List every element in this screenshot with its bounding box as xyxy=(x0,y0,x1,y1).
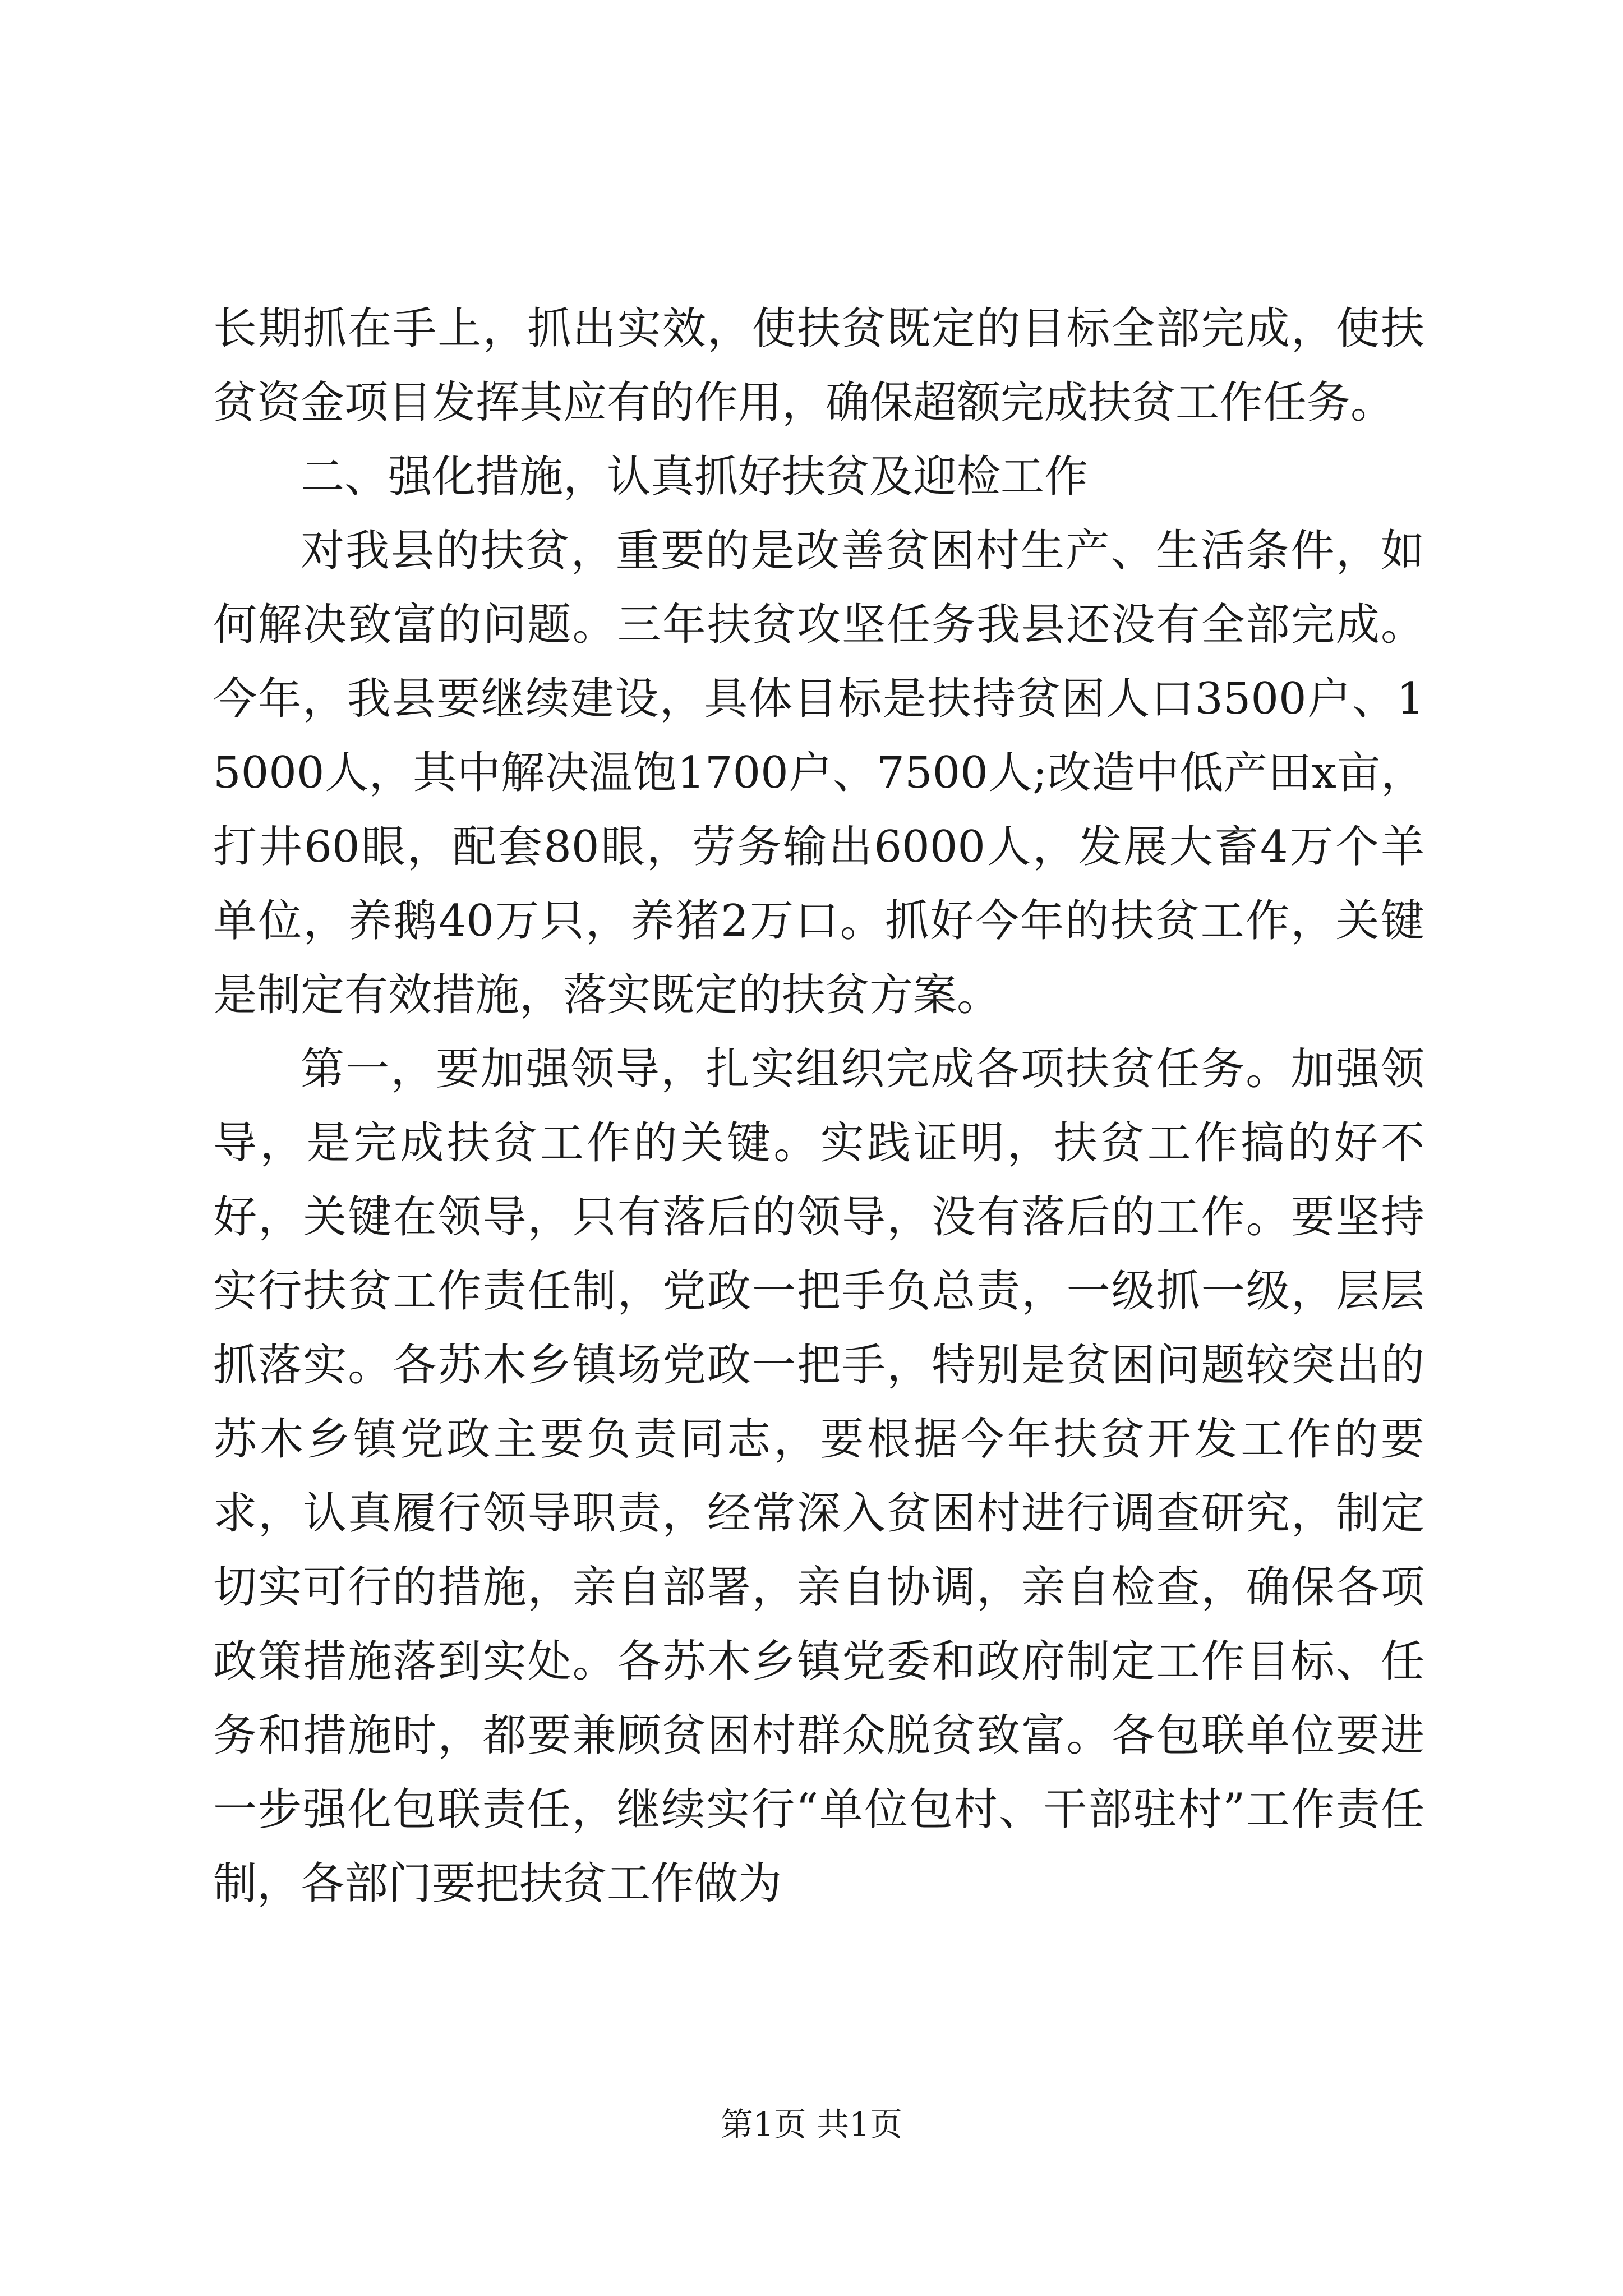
paragraph-goals: 对我县的扶贫，重要的是改善贫困村生产、生活条件，如何解决致富的问题。三年扶贫攻坚任务我县还没有全部完成。今年，我县要继续建设，具体目标是扶持贫困人口3500户、15000人，其中解决温饱1700户、7500人;改造中低产田x亩，打井60眼，配套80眼，劳务输出6000人，发展大畜4万个羊单位，养鹅40万只，养猪2万口。抓好今年的扶贫工作，关键是制定有效措施，落实既定的扶贫方案。 xyxy=(213,526,1424,1020)
paragraph-continuation: 长期抓在手上，抓出实效，使扶贫既定的目标全部完成，使扶贫资金项目发挥其应有的作用，确保超额完成扶贫工作任务。 xyxy=(213,303,1424,428)
document-body xyxy=(213,292,1424,1921)
page-number-footer: 第1页 共1页 xyxy=(720,2105,903,2143)
section-heading: 二、强化措施，认真抓好扶贫及迎检工作 xyxy=(301,452,1089,502)
paragraph-leadership: 第一，要加强领导，扎实组织完成各项扶贫任务。加强领导，是完成扶贫工作的关键。实践证明，扶贫工作搞的好不好，关键在领导，只有落后的领导，没有落后的工作。要坚持实行扶贫工作责任制，党政一把手负总责，一级抓一级，层层抓落实。各苏木乡镇场党政一把手，特别是贫困问题较突出的苏木乡镇党政主要负责同志，要根据今年扶贫开发工作的要求，认真履行领导职责，经常深入贫困村进行调查研究，制定切实可行的措施，亲自部署，亲自协调，亲自检查，确保各项政策措施落到实处。各苏木乡镇党委和政府制定工作目标、任务和措施时，都要兼顾贫困村群众脱贫致富。各包联单位要进一步强化包联责任，继续实行“单位包村、干部驻村”工作责任制，各部门要把扶贫工作做为 xyxy=(213,1044,1424,1909)
